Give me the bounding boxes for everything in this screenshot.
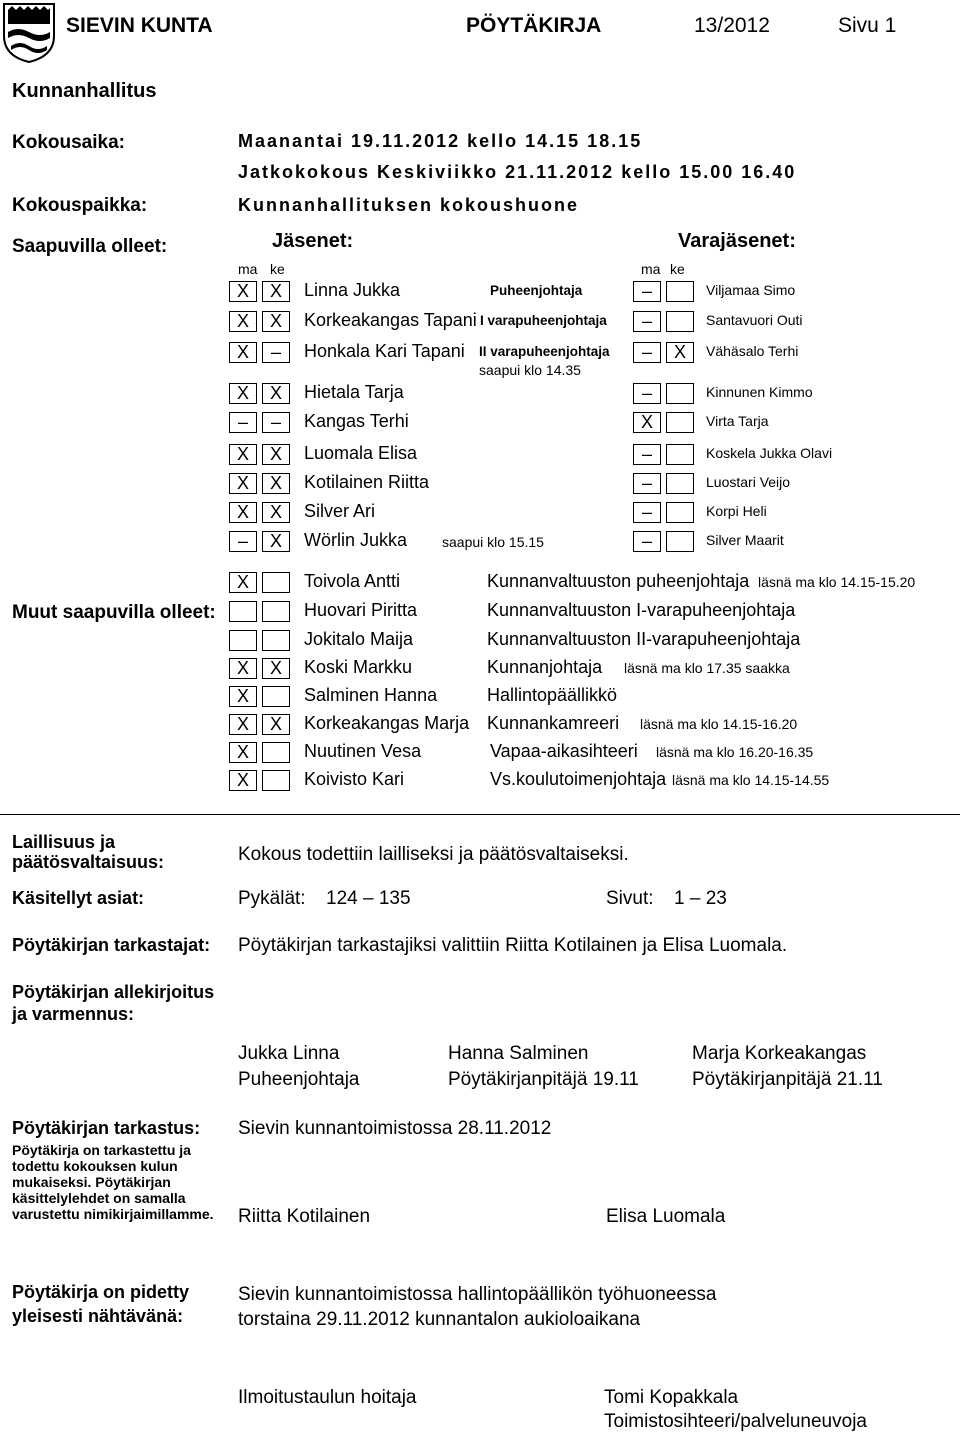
deputy-ke-mark [666, 383, 694, 404]
body-name: Kunnanhallitus [12, 80, 157, 102]
member-ma-mark: – [229, 531, 257, 552]
member-role: II varapuheenjohtaja [479, 344, 610, 359]
public-text-2: torstaina 29.11.2012 kunnantalon aukioloaikana [238, 1309, 641, 1330]
coat-of-arms-logo [2, 2, 56, 64]
member-role: I varapuheenjohtaja [480, 313, 607, 328]
items-label: Käsitellyt asiat: [12, 888, 145, 908]
member-ke-mark: X [262, 281, 290, 302]
attendee-ke-mark [262, 572, 290, 593]
member-ke-mark: X [262, 502, 290, 523]
attendee-title: Vs.koulutoimenjohtaja [490, 769, 667, 789]
meeting-place: Kunnanhallituksen kokoushuone [238, 195, 580, 215]
deputy-ke-mark [666, 311, 694, 332]
deputy-ke-mark [666, 412, 694, 433]
member-ke-mark: – [262, 342, 290, 363]
honkala-arrival-note: saapui klo 14.35 [479, 362, 581, 378]
attendee-note: läsnä ma klo 17.35 saakka [624, 660, 790, 676]
signer-2-role: Pöytäkirjanpitäjä 19.11 [448, 1069, 639, 1090]
member-ma-mark: X [229, 383, 257, 404]
signer-3-role: Pöytäkirjanpitäjä 21.11 [692, 1069, 883, 1090]
reviewer-2: Elisa Luomala [606, 1206, 726, 1227]
others-label: Muut saapuvilla olleet: [12, 602, 216, 623]
signer-1-name: Jukka Linna [238, 1043, 340, 1064]
deputy-ma-mark: – [633, 383, 661, 404]
deputy-name: Virta Tarja [706, 413, 769, 429]
attendee-ke-mark: X [262, 658, 290, 679]
reviewer-1: Riitta Kotilainen [238, 1206, 371, 1227]
municipality-name: SIEVIN KUNTA [66, 14, 213, 37]
deputy-ke-mark: X [666, 342, 694, 363]
worlin-arrival-note: saapui klo 15.15 [442, 534, 544, 550]
public-label-2: yleisesti nähtävänä: [12, 1306, 184, 1326]
public-label-1: Pöytäkirja on pidetty [12, 1282, 190, 1302]
signing-label-2: ja varmennus: [12, 1004, 135, 1024]
attendee-ma-mark: X [229, 714, 257, 735]
review-note: Pöytäkirja on tarkastettu ja todettu kokouksen kulun mukaiseksi. Pöytäkirjan käsittelylehdet on samalla varustettu nimikirjaimillamme. [12, 1142, 214, 1222]
deputy-ke-mark [666, 444, 694, 465]
attendee-name: Toivola Antti [304, 571, 401, 591]
member-ke-mark: X [262, 311, 290, 332]
attendee-ke-mark [262, 770, 290, 791]
deputy-ma-mark: – [633, 502, 661, 523]
member-role: Puheenjohtaja [490, 283, 583, 298]
attendee-title: Kunnankamreeri [487, 713, 620, 733]
sections-label: Pykälät: [238, 888, 306, 909]
member-ma-mark: X [229, 342, 257, 363]
member-name: Wörlin Jukka [304, 530, 408, 550]
attendee-name: Korkeakangas Marja [304, 713, 470, 733]
attendee-name: Jokitalo Maija [304, 629, 414, 649]
attendee-ma-mark: X [229, 770, 257, 791]
member-ke-mark: X [262, 531, 290, 552]
dep-col-ke-header: ke [670, 261, 685, 277]
attendee-title: Kunnanvaltuuston puheenjohtaja [487, 571, 750, 591]
attendee-note: läsnä ma klo 14.15-16.20 [640, 716, 798, 732]
deputy-name: Kinnunen Kimmo [706, 384, 813, 400]
section-divider [0, 814, 960, 815]
attendee-ma-mark: X [229, 572, 257, 593]
attendee-ma-mark [229, 630, 257, 651]
member-ma-mark: X [229, 473, 257, 494]
attendee-note: läsnä ma klo 16.20-16.35 [656, 744, 814, 760]
attendee-ke-mark: X [262, 714, 290, 735]
attendee-ma-mark [229, 601, 257, 622]
attendee-name: Koivisto Kari [304, 769, 405, 789]
legality-label-2: päätösvaltaisuus: [12, 852, 165, 872]
deputy-ke-mark [666, 473, 694, 494]
attendee-ke-mark [262, 686, 290, 707]
present-label: Saapuvilla olleet: [12, 236, 168, 257]
signing-label-1: Pöytäkirjan allekirjoitus [12, 982, 215, 1002]
member-name: Silver Ari [304, 501, 376, 521]
deputy-ma-mark: – [633, 342, 661, 363]
deputy-name: Vähäsalo Terhi [706, 343, 799, 359]
attendee-title: Vapaa-aikasihteeri [490, 741, 638, 761]
member-name: Honkala Kari Tapani [304, 341, 465, 361]
attendee-title: Kunnanvaltuuston II-varapuheenjohtaja [487, 629, 801, 649]
deputy-ke-mark [666, 502, 694, 523]
notice-board-role: Toimistosihteeri/palveluneuvoja [604, 1411, 867, 1432]
attendee-note: läsnä ma klo 14.15-15.20 [758, 574, 916, 590]
protocol-number: 13/2012 [694, 14, 770, 37]
pages-label: Sivut: [606, 888, 654, 909]
member-ma-mark: X [229, 311, 257, 332]
attendee-name: Huovari Piritta [304, 600, 418, 620]
deputy-name: Viljamaa Simo [706, 282, 796, 298]
member-name: Hietala Tarja [304, 382, 404, 402]
attendee-name: Salminen Hanna [304, 685, 438, 705]
member-ma-mark: X [229, 444, 257, 465]
member-ke-mark: X [262, 473, 290, 494]
signer-1-role: Puheenjohtaja [238, 1069, 360, 1090]
document-type: PÖYTÄKIRJA [466, 14, 602, 37]
signer-2-name: Hanna Salminen [448, 1043, 589, 1064]
member-ma-mark: X [229, 502, 257, 523]
attendee-ma-mark: X [229, 686, 257, 707]
legality-label-1: Laillisuus ja [12, 832, 116, 852]
meeting-time: Maanantai 19.11.2012 kello 14.15 18.15 [238, 131, 643, 151]
legality-text: Kokous todettiin lailliseksi ja päätösvaltaiseksi. [238, 844, 629, 865]
attendee-title: Kunnanjohtaja [487, 657, 603, 677]
col-ke-header: ke [270, 261, 285, 277]
review-label: Pöytäkirjan tarkastus: [12, 1118, 201, 1138]
col-ma-header: ma [238, 261, 258, 277]
attendee-name: Nuutinen Vesa [304, 741, 422, 761]
meeting-place-label: Kokouspaikka: [12, 195, 148, 216]
page-number: Sivu 1 [838, 14, 897, 37]
deputy-ma-mark: – [633, 281, 661, 302]
deputy-ma-mark: – [633, 531, 661, 552]
deputy-name: Koskela Jukka Olavi [706, 445, 833, 461]
member-name: Linna Jukka [304, 280, 401, 300]
pages-range: 1 – 23 [674, 888, 727, 909]
deputies-title: Varajäsenet: [678, 230, 796, 252]
member-ke-mark: X [262, 444, 290, 465]
deputy-ma-mark: – [633, 311, 661, 332]
member-ma-mark: X [229, 281, 257, 302]
attendee-ma-mark: X [229, 658, 257, 679]
public-text-1: Sievin kunnantoimistossa hallintopäällikön työhuoneessa [238, 1284, 717, 1305]
member-name: Kangas Terhi [304, 411, 409, 431]
attendee-name: Koski Markku [304, 657, 413, 677]
member-name: Korkeakangas Tapani [304, 310, 477, 330]
attendee-note: läsnä ma klo 14.15-14.55 [672, 772, 830, 788]
attendee-ke-mark [262, 742, 290, 763]
member-ma-mark: – [229, 412, 257, 433]
deputy-name: Luostari Veijo [706, 474, 791, 490]
meeting-continuation: Jatkokokous Keskiviikko 21.11.2012 kello 15.00 16.40 [238, 162, 797, 182]
sections-range: 124 – 135 [326, 888, 411, 909]
members-title: Jäsenet: [272, 230, 354, 252]
notice-board-name: Tomi Kopakkala [604, 1387, 739, 1408]
attendee-ma-mark: X [229, 742, 257, 763]
deputy-ke-mark [666, 281, 694, 302]
member-ke-mark: X [262, 383, 290, 404]
attendee-title: Kunnanvaltuuston I-varapuheenjohtaja [487, 600, 796, 620]
deputy-ke-mark [666, 531, 694, 552]
deputy-ma-mark: X [633, 412, 661, 433]
deputy-ma-mark: – [633, 473, 661, 494]
notice-board-title: Ilmoitustaulun hoitaja [238, 1387, 417, 1408]
member-ke-mark: – [262, 412, 290, 433]
deputy-name: Silver Maarit [706, 532, 784, 548]
attendee-title: Hallintopäällikkö [487, 685, 618, 705]
attendee-ke-mark [262, 601, 290, 622]
attendee-ke-mark [262, 630, 290, 651]
member-name: Luomala Elisa [304, 443, 418, 463]
member-name: Kotilainen Riitta [304, 472, 430, 492]
signer-3-name: Marja Korkeakangas [692, 1043, 867, 1064]
dep-col-ma-header: ma [641, 261, 661, 277]
deputy-ma-mark: – [633, 444, 661, 465]
review-place-date: Sievin kunnantoimistossa 28.11.2012 [238, 1118, 552, 1139]
deputy-name: Korpi Heli [706, 503, 767, 519]
inspectors-text: Pöytäkirjan tarkastajiksi valittiin Riitta Kotilainen ja Elisa Luomala. [238, 935, 788, 956]
inspectors-label: Pöytäkirjan tarkastajat: [12, 935, 211, 955]
meeting-time-label: Kokousaika: [12, 132, 125, 153]
deputy-name: Santavuori Outi [706, 312, 803, 328]
